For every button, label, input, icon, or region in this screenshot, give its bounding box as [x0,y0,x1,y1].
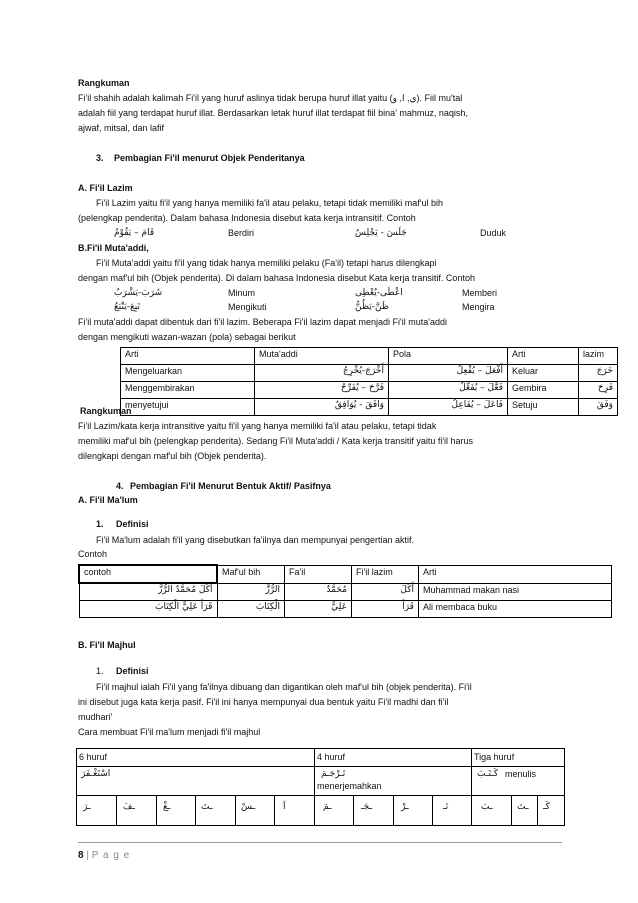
table-cell: مُحَمَّدٌ [285,583,352,601]
letter-cell: اَ [283,802,286,812]
definition-title: Definisi [116,519,149,529]
summary-line: Fi'il Lazim/kata kerja intransitive yaitu fi'il yang hanya memiliki fa'il atau pelaku, tetapi tidak [78,421,437,431]
definition-number: 1. [96,519,104,529]
table-cell: أَفْعَلَ – يُفْعِلُ [389,365,508,382]
table-cell: menyetujui [121,399,255,416]
page-label: P a g e [91,850,131,861]
table-cell: قَرَأَ [352,601,419,618]
table-row [121,382,618,399]
letter-cell: ـمَ [323,802,332,812]
section-number: 3. [96,153,104,163]
majhul-heading: B. Fi'il Majhul [78,640,136,650]
mutaaddi-line: dengan mengikuti wazan-wazan (pola) sebagai berikut [78,332,296,342]
table-cell: الْكِتَابَ [217,601,285,618]
table-cell: فَرَّحَ – يُفَرِّحُ [255,382,389,399]
table-cell: فَرِحَ [579,382,618,399]
summary-line: ajwaf, mitsal, dan lafif [78,123,165,133]
letters-table [76,748,565,826]
table-cell: Menggembirakan [121,382,255,399]
table-cell: خَرَجَ [579,365,618,382]
malum-line: Fi'il Ma'lum adalah fi'il yang disebutkan fa'ilnya dan mempunyai pengertian aktif. [96,535,415,545]
table-header: Fi'il lazim [352,565,419,583]
mutaaddi-line: Fi'il Muta'addi yaitu fi'il yang tidak hanya memiliki pelaku (Fa'il) tetapi harus dilengkapi [96,258,437,268]
table-cell: Ali membaca buku [419,601,612,618]
summary-line: adalah fiil yang terdapat huruf illat. Berdasarkan letak huruf illat terdapat fiil bina' mahmuz, naqish, [78,108,468,118]
table-cell: أَخْرَجَ-يُخْرِجُ [255,365,389,382]
wazan-table [120,347,618,416]
table-cell: عَلِيٌّ [285,601,352,618]
table-header: contoh [79,565,217,583]
letter-cell: ـتَ [517,802,529,812]
word-three-letters: كَـتَـبَ [477,769,499,779]
summary-heading: Rangkuman [78,78,130,88]
table-row [121,399,618,416]
letter-cell: ـتَ [201,802,213,812]
arabic-example: اعْطَى-يُعْطِى [355,288,403,298]
majhul-line: mudhari' [78,712,113,722]
example-meaning: Duduk [480,228,507,238]
letter-cell: ـرَ [83,802,91,812]
summary-line: Fi'il shahih adalah kalimah Fi'il yang huruf aslinya tidak berupa huruf illat yaitu (ي, ا, و). Fiil mu'tal [78,93,463,103]
group-header-3: Tiga huruf [474,752,515,762]
example-meaning: Mengira [462,302,495,312]
group-header-4: 4 huruf [317,752,346,762]
lazim-line: (pelengkap penderita). Dalam bahasa Indonesia disebut kata kerja intransitif. Contoh [78,213,416,223]
letter-cell: كَـ [543,802,550,812]
word-four-meaning: menerjemahkan [317,781,382,791]
example-meaning: Minum [228,288,256,298]
section-number: 4. [116,481,124,491]
table-cell: Mengeluarkan [121,365,255,382]
letter-cell: ـسْ [241,802,256,812]
word-three-meaning: menulis [505,769,537,779]
summary-heading: Rangkuman [80,406,132,416]
table-header: Muta'addi [255,348,389,365]
table-row [121,365,618,382]
majhul-line: Cara membuat Fi'il ma'lum menjadi fi'il majhul [78,727,261,737]
table-header: Arti [121,348,255,365]
definition-title: Definisi [116,666,149,676]
table-header-row [79,565,612,583]
example-meaning: Berdiri [228,228,255,238]
contoh-label: Contoh [78,549,108,559]
footer-separator: | [86,850,89,861]
table-header-row [121,348,618,365]
majhul-line: Fi'il majhul ialah Fi'il yang fa'ilnya dibuang dan digantikan oleh maf'ul bih (objek penderita). Fi'il [96,682,472,692]
arabic-example: قَامَ – يَقُوْمُ [114,228,155,238]
table-header: Arti [419,565,612,583]
letter-cell: ـغْ [163,802,171,812]
malum-heading: A. Fi'il Ma'lum [78,495,138,505]
table-cell: وَفَقَ [579,399,618,416]
table-cell: فَعَّلَ – يُفَعِّلُ [389,382,508,399]
lazim-heading: A. Fi'il Lazim [78,183,133,193]
arabic-example: جَلَسَ - يَجْلِسُ [355,228,407,238]
mutaaddi-line: Fi'il muta'addi dapat dibentuk dari fi'il lazim. Beberapa Fi'il lazim dapat menjadi Fi'il muta'addi [78,317,447,327]
table-header: Fa'il [285,565,352,583]
letter-cell: تَـ [443,802,449,812]
table-header: lazim [579,348,618,365]
table-cell: فَاعَلَ – يُفَاعِلُ [389,399,508,416]
definition-number: 1. [96,666,104,676]
majhul-line: ini disebut juga kata kerja pasif. Fi'il ini hanya mempunyai dua bentuk yaitu Fi'il madhi dan fi'il [78,697,449,707]
table-row [79,583,612,601]
table-row [79,601,612,618]
table-cell: Gembira [508,382,579,399]
table-cell: أَكَلَ [352,583,419,601]
word-four-letters: تَـرْجَـمَ [321,769,346,779]
table-cell: Keluar [508,365,579,382]
arabic-example: تَبِعَ-يَتْبَعُ [114,302,140,312]
summary-line: dilengkapi dengan maf'ul bih (Objek penderita). [78,451,267,461]
mutaaddi-heading: B.Fi'il Muta'addi, [78,243,149,253]
section-title: Pembagian Fi'il Menurut Bentuk Aktif/ Pasifnya [130,481,331,491]
word-six-letters: اسْتَغْـفَرَ [81,769,111,779]
summary-line: memiliki maf'ul bih (pelengkap penderita). Sedang Fi'il Muta'addi / Kata kerja transitif yaitu fi'il harus [78,436,474,446]
example-meaning: Mengikuti [228,302,267,312]
table-cell: الرُّزَّ [217,583,285,601]
footer-divider [78,842,562,843]
section-title: Pembagian Fi'il menurut Objek Penderitanya [114,153,305,163]
letter-cell: ـرْ [401,802,409,812]
mutaaddi-line: dengan maf'ul bih (Objek penderita). Di dalam bahasa Indonesia disebut Kata kerja transitif. Contoh [78,273,475,283]
table-header: Arti [508,348,579,365]
letter-cell: ـبَ [481,802,493,812]
table-header: Maf'ul bih [217,565,285,583]
table-cell: Muhammad makan nasi [419,583,612,601]
lazim-line: Fi'il Lazim yaitu fi'il yang hanya memiliki fa'il atau pelaku, tetapi tidak memiliki maf'ul bih [96,198,444,208]
letter-cell: ـفَ [123,802,135,812]
table-cell: قَرَأَ عَلِيٌّ الْكِتَابَ [79,601,217,618]
table-header: Pola [389,348,508,365]
arabic-example: ظَنَّ-يَظُنُّ [355,302,390,312]
page-number: 8 [78,850,84,861]
table-cell: Setuju [508,399,579,416]
group-header-6: 6 huruf [79,752,108,762]
letter-cell: ـجَـ [361,802,373,812]
table-cell: وَافَقَ - يُوَافِقُ [255,399,389,416]
table-cell: أَكَلَ مُحَمَّدٌ الرُّزَّ [79,583,217,601]
arabic-example: شَرَبَ-يَشْرَبُ [114,288,163,298]
example-meaning: Memberi [462,288,498,298]
page-footer [78,850,130,861]
malum-example-table [78,564,612,618]
